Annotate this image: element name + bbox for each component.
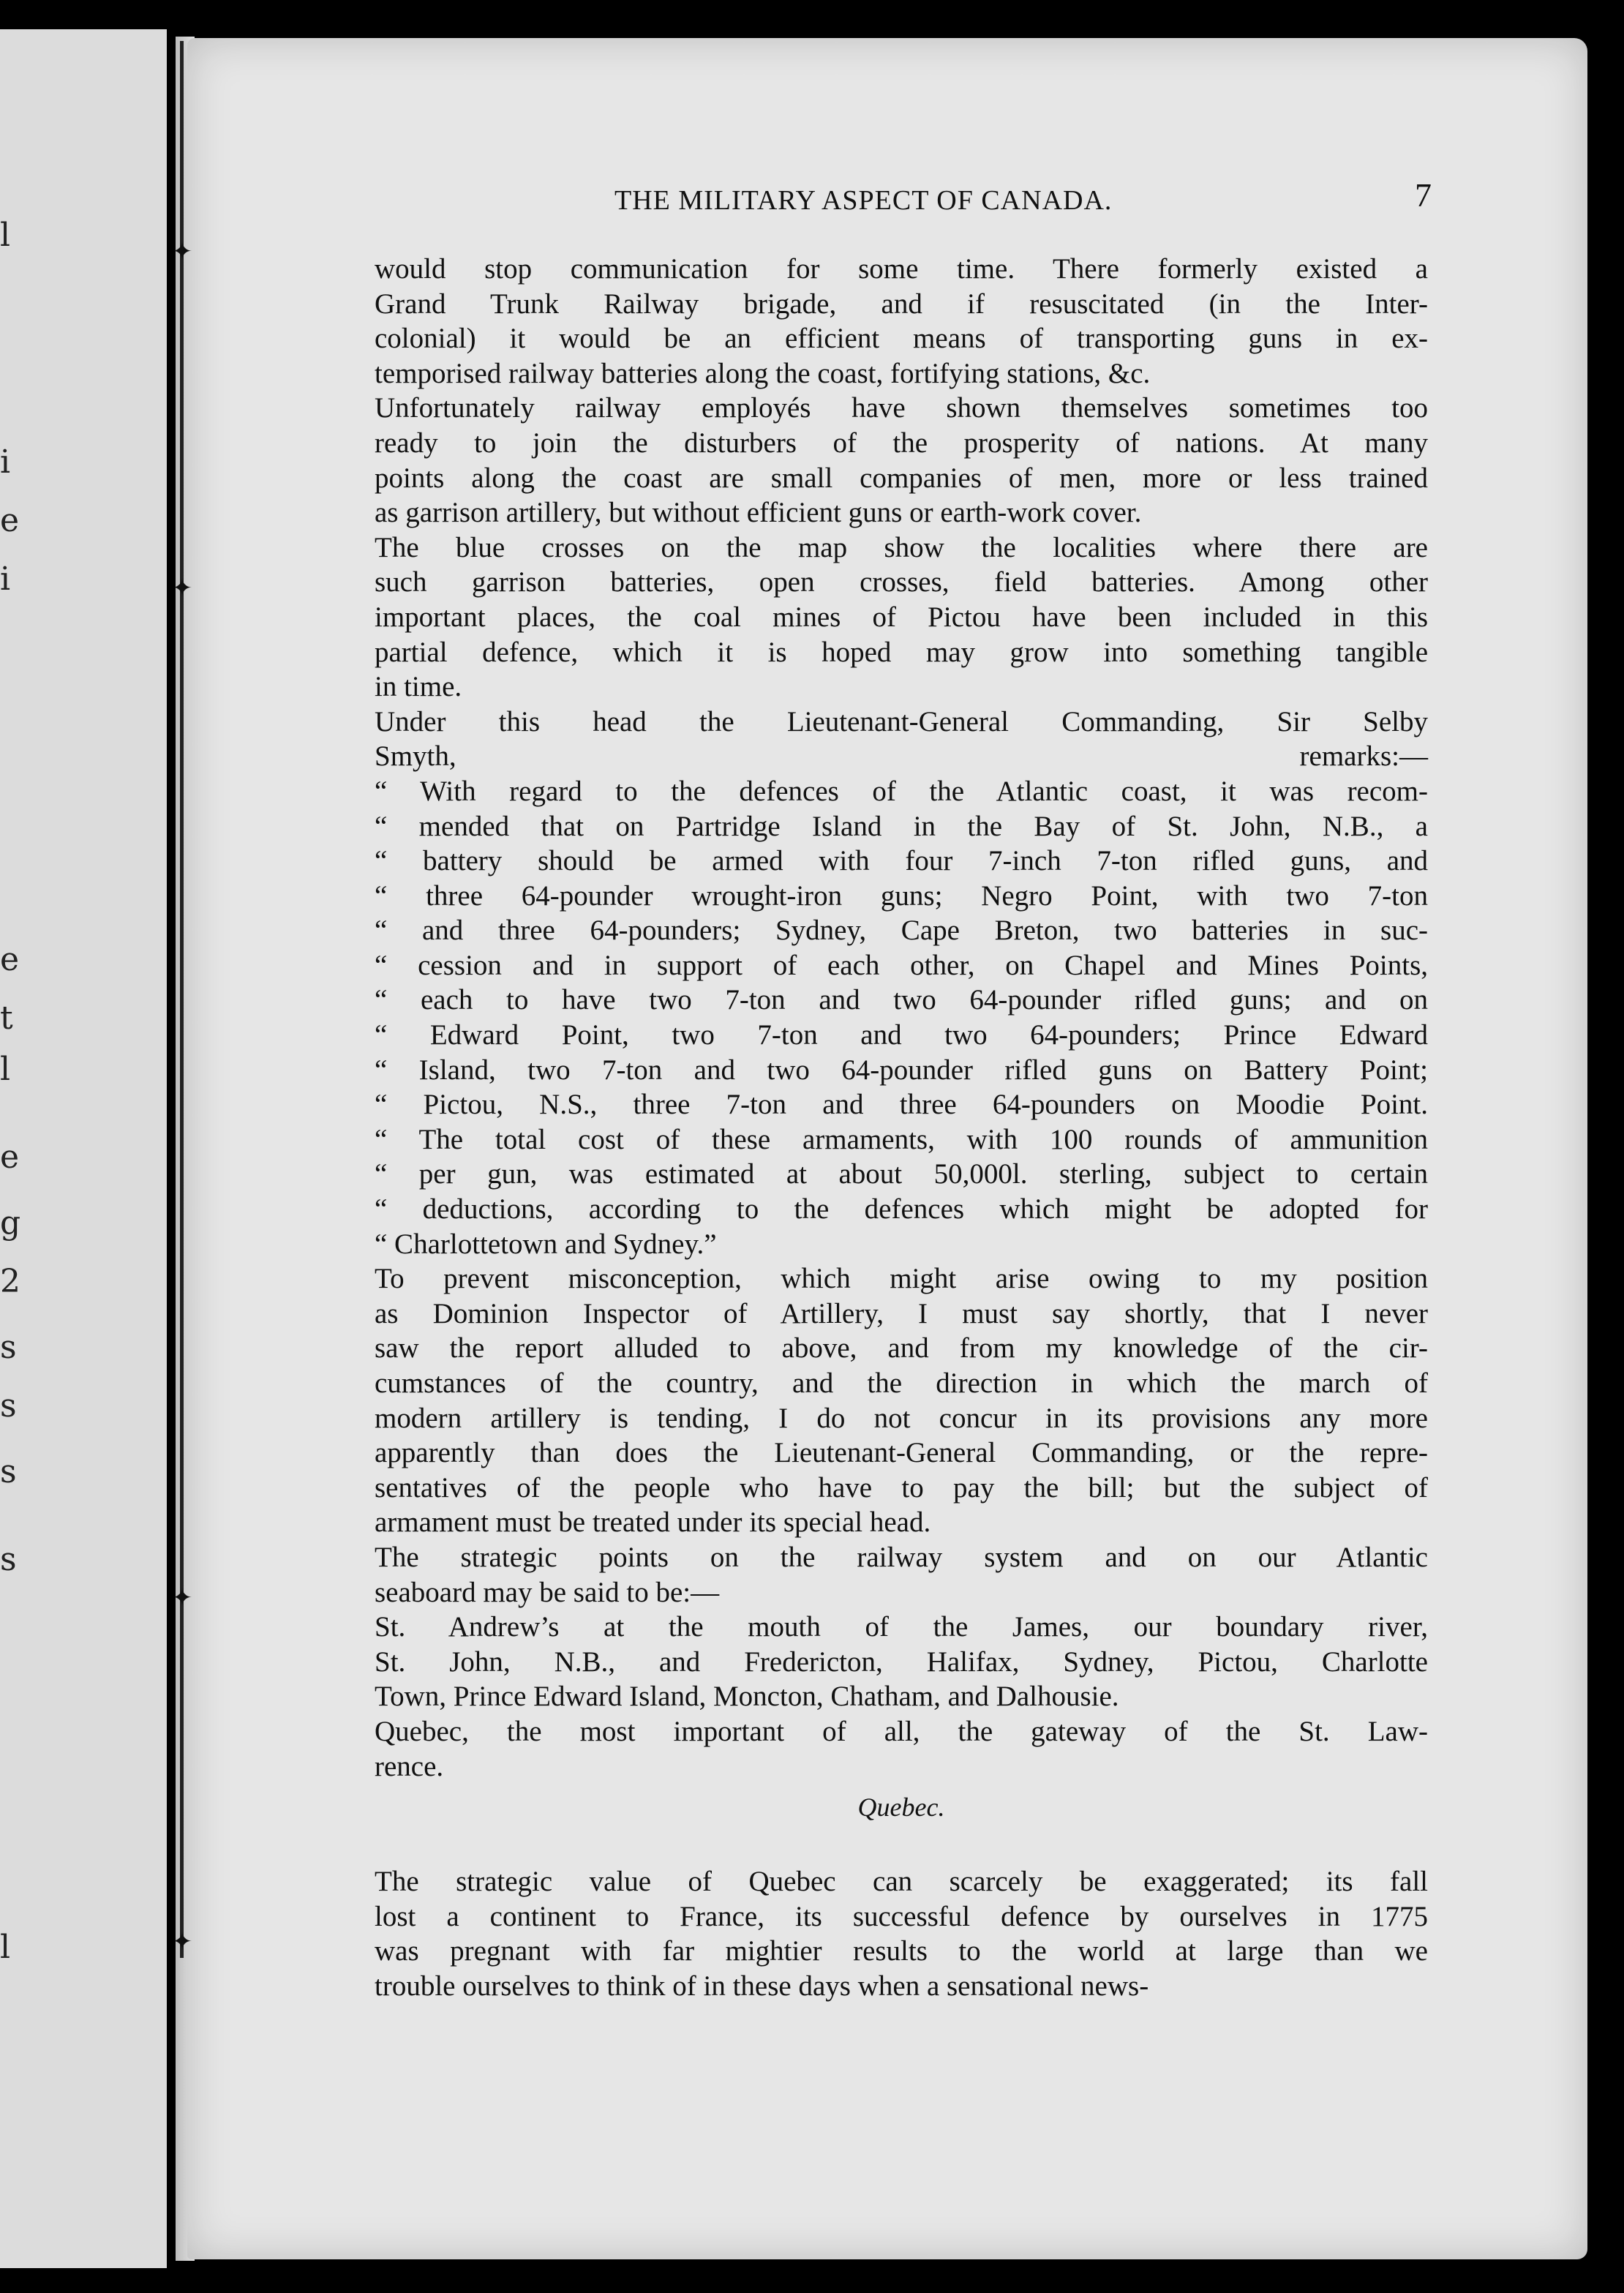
facing-page-fragment: i	[0, 560, 11, 598]
text-line: “ battery should be armed with four 7-inch 7-ton rifled guns, and	[375, 845, 1428, 877]
facing-page-fragment: e	[0, 941, 20, 978]
facing-page-fragment: l	[0, 1051, 11, 1088]
facing-page-fragment: i	[0, 443, 11, 481]
text-line: in time.	[375, 671, 462, 703]
text-line: St. John, N.B., and Fredericton, Halifax, Sydney, Pictou, Charlotte	[375, 1645, 1428, 1678]
text-line: The strategic value of Quebec can scarcely be exaggerated; its fall	[375, 1866, 1428, 1898]
binding-mark-icon: ✦	[171, 574, 193, 603]
text-line: Quebec, the most important of all, the gateway of the St. Law-	[375, 1715, 1428, 1747]
text-line: lost a continent to France, its successful defence by ourselves in 1775	[375, 1900, 1428, 1932]
text-line: Smyth, remarks:—	[375, 740, 1428, 773]
body-text	[375, 252, 1428, 2004]
facing-page-fragment: e	[0, 1138, 20, 1176]
binding-mark-icon: ✦	[171, 237, 193, 266]
text-line: seaboard may be said to be:—	[375, 1576, 720, 1608]
text-line: colonial) it would be an efficient means of transporting guns in ex-	[375, 323, 1428, 355]
binding-mark-icon: ✦	[171, 1583, 193, 1613]
text-line: temporised railway batteries along the coast, fortifying stations, &c.	[375, 357, 1151, 389]
text-line: “ Charlottetown and Sydney.”	[375, 1228, 717, 1260]
facing-page-fragment: s	[0, 1541, 17, 1578]
body-paragraphs-after-heading	[375, 1864, 1428, 2003]
text-line: The blue crosses on the map show the localities where there are	[375, 531, 1428, 563]
text-line: armament must be treated under its special head.	[375, 1506, 931, 1539]
text-line: St. Andrew’s at the mouth of the James, our boundary river,	[375, 1611, 1428, 1643]
text-line: as Dominion Inspector of Artillery, I must say shortly, that I never	[375, 1297, 1428, 1329]
text-line: To prevent misconception, which might arise owing to my position	[375, 1263, 1428, 1295]
facing-page-fragment: s	[0, 1329, 17, 1366]
text-line: “ each to have two 7-ton and two 64-pounder rifled guns; and on	[375, 984, 1428, 1016]
text-line: “ cession and in support of each other, on Chapel and Mines Points,	[375, 949, 1428, 981]
text-line: trouble ourselves to think of in these days when a sensational news-	[375, 1970, 1149, 2002]
facing-page-fragment: t	[0, 999, 13, 1037]
text-line: important places, the coal mines of Pictou have been included in this	[375, 601, 1428, 633]
facing-page-fragment: e	[0, 502, 20, 539]
text-line: cumstances of the country, and the direction in which the march of	[375, 1367, 1428, 1399]
binding-thread	[180, 41, 184, 1958]
text-line: “ The total cost of these armaments, with 100 rounds of ammunition	[375, 1123, 1428, 1155]
text-line: such garrison batteries, open crosses, field batteries. Among other	[375, 566, 1428, 598]
text-line: would stop communication for some time. There formerly existed a	[375, 253, 1428, 285]
text-line: Town, Prince Edward Island, Moncton, Chatham, and Dalhousie.	[375, 1681, 1119, 1713]
text-line: modern artillery is tending, I do not concur in its provisions any more	[375, 1402, 1428, 1434]
text-line: saw the report alluded to above, and from my knowledge of the cir-	[375, 1332, 1428, 1365]
text-line: was pregnant with far mightier results to the world at large than we	[375, 1935, 1428, 1967]
text-line: partial defence, which it is hoped may grow into something tangible	[375, 636, 1428, 668]
text-line: points along the coast are small companies of men, more or less trained	[375, 462, 1428, 494]
text-line: “ and three 64-pounders; Sydney, Cape Breton, two batteries in suc-	[375, 915, 1428, 947]
facing-page-fragment: s	[0, 1453, 17, 1490]
section-heading: Quebec.	[857, 1793, 945, 1823]
text-line: as garrison artillery, but without efficient guns or earth-work cover.	[375, 497, 1142, 529]
text-line: ready to join the disturbers of the prosperity of nations. At many	[375, 427, 1428, 459]
text-line: sentatives of the people who have to pay the bill; but the subject of	[375, 1471, 1428, 1504]
text-line: “ three 64-pounder wrought-iron guns; Negro Point, with two 7-ton	[375, 879, 1428, 912]
facing-page-fragment: l	[0, 1929, 11, 1966]
text-line: apparently than does the Lieutenant-General Commanding, or the repre-	[375, 1437, 1428, 1469]
text-line: Under this head the Lieutenant-General Commanding, Sir Selby	[375, 705, 1428, 738]
binding-mark-icon: ✦	[171, 1927, 193, 1956]
text-line: “ Edward Point, two 7-ton and two 64-pounders; Prince Edward	[375, 1019, 1428, 1051]
facing-page-fragment: l	[0, 217, 11, 254]
page-number: 7	[1415, 176, 1432, 214]
body-paragraphs-before-heading	[375, 252, 1428, 1784]
facing-page-fragment: s	[0, 1387, 17, 1425]
text-line: Grand Trunk Railway brigade, and if resuscitated (in the Inter-	[375, 288, 1428, 320]
facing-page-fragment: g	[0, 1204, 21, 1242]
text-line: “ With regard to the defences of the Atlantic coast, it was recom-	[375, 775, 1428, 807]
text-line: “ per gun, was estimated at about 50,000l. sterling, subject to certain	[375, 1158, 1428, 1190]
text-line: Unfortunately railway employés have shown themselves sometimes too	[375, 392, 1428, 424]
text-line: The strategic points on the railway system and on our Atlantic	[375, 1541, 1428, 1573]
running-title: THE MILITARY ASPECT OF CANADA.	[614, 185, 1113, 216]
facing-page-fragment: 2	[0, 1263, 20, 1300]
text-line: “ Island, two 7-ton and two 64-pounder rifled guns on Battery Point;	[375, 1054, 1428, 1086]
text-line: “ deductions, according to the defences which might be adopted for	[375, 1193, 1428, 1226]
text-line: rence.	[375, 1750, 444, 1782]
text-line: “ mended that on Partridge Island in the Bay of St. John, N.B., a	[375, 810, 1428, 842]
text-line: “ Pictou, N.S., three 7-ton and three 64-pounders on Moodie Point.	[375, 1089, 1428, 1121]
